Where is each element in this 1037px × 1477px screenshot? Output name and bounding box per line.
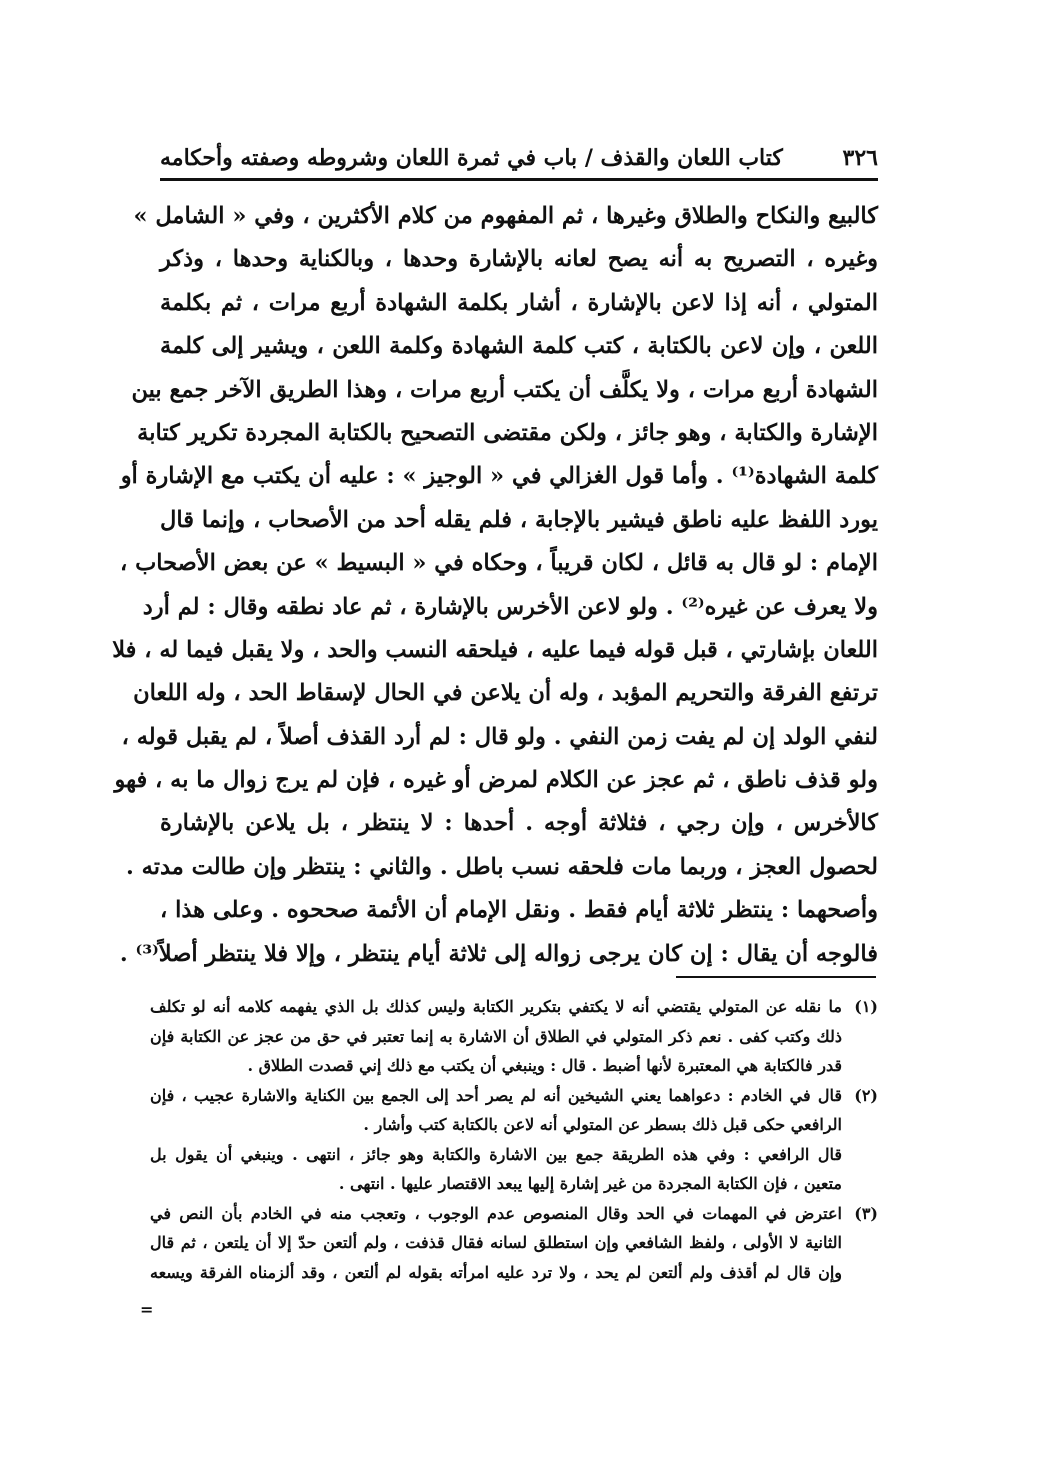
text-line: المتولي ، أنه إذا لاعن بالإشارة ، أشار بكلمة الشهادة أربع مرات ، ثم بكلمة: [160, 289, 878, 316]
footnote-line: الثانية لا الأولى ، ولفظ الشافعي وإن استطلق لسانه فقال قذفت ، ولم ألتعن حدّ إلا أن يلتعن ، ثم قال: [150, 1233, 842, 1252]
continuation-mark: =: [140, 1300, 154, 1319]
text-line: كالبيع والنكاح والطلاق وغيرها ، ثم المفهوم من كلام الأكثرين ، وفي « الشامل »: [133, 203, 878, 229]
footnote-1: [150, 992, 878, 1081]
footnote-line: قال في الخادم : دعواهما يعني الشيخين أنه لم يصر أحد إلى الجمع بين الكناية والاشارة عجيب ، فإن: [150, 1085, 842, 1105]
text-line: فالوجه أن يقال : إن كان يرجى زواله إلى ثلاثة أيام ينتظر ، وإلا فلا ينتظر أصلاً⁽³⁾ .: [119, 940, 878, 967]
footnote-line: ذلك وكتب كفى . نعم ذكر المتولي في الطلاق أن الاشارة به إنما تعتبر في حق من عجز عن الكتابة فإن: [150, 1026, 842, 1046]
footnote-line: ما نقله عن المتولي يقتضي أنه لا يكتفي بتكرير الكتابة وليس كذلك بل الذي يفهمه كلامه أنه لو تكلف: [150, 997, 842, 1016]
footnote-line: اعترض في المهمات في الحد وقال المنصوص عدم الوجوب ، وتعجب منه في الخادم بأن النص في: [150, 1203, 842, 1223]
text-line: وغيره ، التصريح به أنه يصح لعانه بالإشارة وحدها ، وبالكناية وحدها ، وذكر: [160, 246, 878, 273]
footnote-3: [150, 1199, 878, 1288]
footnote-line: وإن قال لم أقذف ولم ألتعن لم يحد ، ولا ترد عليه امرأته بقوله لم ألتعن ، وقد ألزمناه الفرقة ويسعه: [150, 1262, 842, 1282]
main-text: [112, 195, 878, 976]
text-line: ترتفع الفرقة والتحريم المؤبد ، وله أن يلاعن في الحال لإسقاط الحد ، وله اللعان: [133, 680, 878, 707]
text-line: لحصول العجز ، وربما مات فلحقه نسب باطل . والثاني : ينتظر وإن طالت مدته .: [126, 853, 878, 880]
text-line: لنفي الولد إن لم يفت زمن النفي . ولو قال : لم أرد القذف أصلاً ، لم يقبل قوله ،: [121, 723, 878, 750]
text-line: كلمة الشهادة⁽¹⁾ . وأما قول الغزالي في « الوجيز » : عليه أن يكتب مع الإشارة أو: [120, 463, 878, 490]
running-title: كتاب اللعان والقذف / باب في ثمرة اللعان وشروطه وصفته وأحكامه: [160, 145, 783, 171]
text-line: ولا يعرف عن غيره⁽²⁾ . ولو لاعن الأخرس بالإشارة ، ثم عاد نطقه وقال : لم أرد: [142, 593, 878, 620]
text-line: يورد اللفظ عليه ناطق فيشير بالإجابة ، فلم يقله أحد من الأصحاب ، وإنما قال: [160, 506, 878, 533]
text-line: الإمام : لو قال به قائل ، لكان قريباً ، وحكاه في « البسيط » عن بعض الأصحاب ،: [119, 550, 878, 577]
text-line: اللعان بإشارتي ، قبل قوله فيما عليه ، فيلحقه النسب والحد ، ولا يقبل فيما له ، فلا: [112, 636, 878, 663]
page-header: [160, 138, 878, 178]
footnote-separator: [676, 976, 876, 978]
footnote-line: الرافعي حكى قبل ذلك بسطر عن المتولي أنه لاعن بالكتابة كتب وأشار .: [363, 1115, 842, 1134]
text-line: الشهادة أربع مرات ، ولا يكلَّف أن يكتب أربع مرات ، وهذا الطريق الآخر جمع بين: [131, 376, 878, 403]
footnote-number: (٢): [854, 1085, 878, 1105]
footnote-number: (٣): [854, 1203, 878, 1223]
text-line: ولو قذف ناطق ، ثم عجز عن الكلام لمرض أو غيره ، فإن لم يرج زوال ما به ، فهو: [114, 767, 878, 794]
footnote-line: قدر فالكتابة هي المعتبرة لأنها أضبط . قال : وينبغي أن يكتب مع ذلك إني قصدت الطلاق .: [247, 1056, 842, 1075]
page-number: ٣٢٦: [842, 145, 878, 171]
text-line: اللعن ، وإن لاعن بالكتابة ، كتب كلمة الشهادة وكلمة اللعن ، ويشير إلى كلمة: [160, 333, 878, 360]
footnote-line: متعين ، فإن الكتابة المجردة من غير إشارة إليها يبعد الاقتصار عليها . انتهى .: [338, 1174, 842, 1193]
text-line: وأصحهما : ينتظر ثلاثة أيام فقط . ونقل الإمام أن الأئمة صححوه . وعلى هذا ،: [160, 897, 878, 924]
header-rule: [160, 178, 878, 181]
footnote-2: [150, 1081, 878, 1199]
footnote-number: (١): [854, 997, 878, 1016]
footnotes: [150, 992, 878, 1287]
text-line: الإشارة والكتابة ، وهو جائز ، ولكن مقتضى التصحيح بالكتابة المجردة تكرير كتابة: [137, 419, 878, 446]
footnote-line: قال الرافعي : وفي هذه الطريقة جمع بين الاشارة والكتابة وهو جائز ، انتهى . وينبغي أن يقول بل: [150, 1144, 842, 1164]
text-line: كالأخرس ، وإن رجي ، فثلاثة أوجه . أحدها : لا ينتظر ، بل يلاعن بالإشارة: [160, 810, 878, 837]
